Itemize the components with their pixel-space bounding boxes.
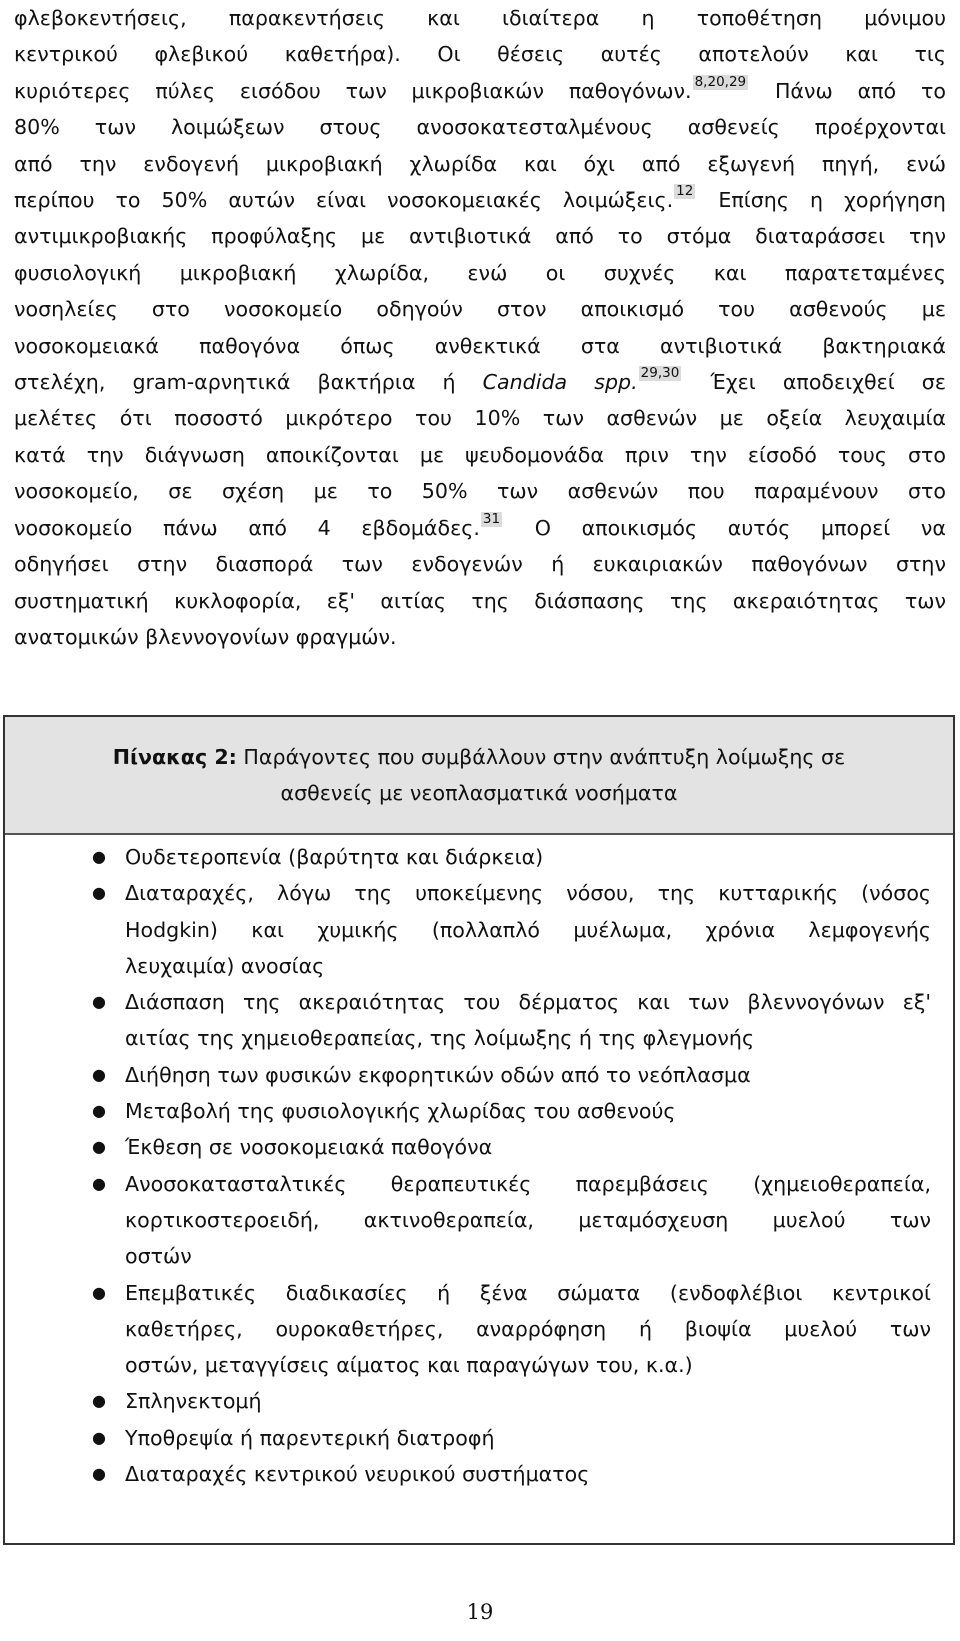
bullet-icon: ● (92, 1101, 106, 1121)
list-item (5, 1383, 953, 1419)
paragraph-line: φυσιολογική μικροβιακή χλωρίδα, ενώ οι συχνές και παρατεταμένες (14, 260, 946, 285)
table-caption-line: ασθενείς με νεοπλασματικά νοσήματα (280, 781, 678, 805)
list-item-text: Διαταραχές κεντρικού νευρικού συστήματος (125, 1462, 590, 1487)
paragraph-text: νοσοκομείο πάνω από 4 εβδομάδες. (14, 515, 480, 540)
list-item (5, 1129, 953, 1165)
paragraph-line: νοσοκομείο, σε σχέση με το 50% των ασθενών που παραμένουν στο (14, 479, 946, 504)
list-item (5, 875, 953, 984)
list-item (5, 839, 953, 875)
bullet-icon: ● (92, 847, 106, 866)
bullet-icon: ● (92, 883, 106, 903)
paragraph-text: στελέχη, gram-αρνητικά βακτήρια ή (14, 370, 483, 395)
page-number: 19 (466, 1600, 494, 1624)
bullet-icon: ● (92, 992, 106, 1012)
paragraph-line: από την ενδογενή μικροβιακή χλωρίδα και όχι από εξωγενή πηγή, ενώ (14, 151, 946, 176)
list-item-text: Διαταραχές, λόγω της υποκείμενης νόσου, της κυτταρικής (νόσος (125, 881, 931, 906)
table-2 (3, 715, 955, 1545)
paragraph-text: κυριότερες πύλες εισόδου των μικροβιακών παθογόνων. (14, 78, 692, 103)
table-caption-line (5, 739, 953, 775)
citation-ref: 12 (676, 183, 694, 200)
factor-list (5, 839, 953, 1492)
list-item-text: Ανοσοκατασταλτικές θεραπευτικές παρεμβάσεις (χημειοθεραπεία, (125, 1171, 931, 1196)
list-item-text: οστών (125, 1244, 192, 1269)
paragraph-text: Ο αποικισμός αυτός μπορεί να (504, 515, 947, 540)
paragraph-text: περίπου το 50% αυτών είναι νοσοκομειακές λοιμώξεις. (14, 188, 674, 213)
bullet-icon: ● (92, 1391, 106, 1411)
paragraph-line: αντιμικροβιακής προφύλαξης με αντιβιοτικά από το στόμα διαταράσσει την (14, 224, 946, 249)
paragraph-line: νοσοκομειακά παθογόνα όπως ανθεκτικά στα αντιβιοτικά βακτηριακά (14, 333, 946, 358)
table-caption-text: Παράγοντες που συμβάλλουν στην ανάπτυξη λοίμωξης σε (236, 745, 846, 769)
paragraph-line: νοσηλείες στο νοσοκομείο οδηγούν στον αποικισμό του ασθενούς με (14, 297, 946, 322)
list-item-text: Υποθρεψία ή παρεντερική διατροφή (125, 1425, 495, 1450)
bullet-icon: ● (92, 1427, 106, 1447)
paragraph-text: Έχει αποδειχθεί σε (683, 370, 946, 395)
paragraph-line: συστηματική κυκλοφορία, εξ' αιτίας της διάσπασης της ακεραιότητας των (14, 588, 946, 613)
citation-ref: 29,30 (640, 365, 680, 382)
list-item-text: Έκθεση σε νοσοκομειακά παθογόνα (125, 1135, 493, 1160)
bullet-icon: ● (92, 1173, 106, 1193)
citation-ref: 31 (482, 510, 501, 527)
list-item-text: Μεταβολή της φυσιολογικής χλωρίδας του ασθενούς (125, 1099, 676, 1124)
paragraph-line (14, 73, 946, 109)
citation-ref: 8,20,29 (694, 73, 747, 90)
paragraph-line: μελέτες ότι ποσοστό μικρότερο του 10% των ασθενών με οξεία λευχαιμία (14, 406, 946, 431)
list-item-text: Ουδετεροπενία (βαρύτητα και διάρκεια) (125, 845, 544, 869)
list-item-text: λευχαιμία) ανοσίας (125, 953, 325, 978)
paragraph-line: οδηγήσει στην διασπορά των ενδογενών ή ευκαιριακών παθογόνων στην (14, 552, 946, 577)
list-item-text: Επεμβατικές διαδικασίες ή ξένα σώματα (ενδοφλέβιοι κεντρικοί (125, 1280, 931, 1305)
paragraph-line (14, 182, 946, 218)
list-item (5, 1057, 953, 1093)
paragraph-line: κεντρικού φλεβικού καθετήρα). Οι θέσεις αυτές αποτελούν και τις (14, 42, 946, 67)
list-item (5, 984, 953, 1057)
list-item-text: Διήθηση των φυσικών εκφορητικών οδών από το νεόπλασμα (125, 1062, 751, 1087)
paragraph-line: ανατομικών βλεννογονίων φραγμών. (14, 624, 397, 649)
paragraph-line: 80% των λοιμώξεων στους ανοσοκατεσταλμένους ασθενείς προέρχονται (14, 115, 946, 140)
paragraph-line: κατά την διάγνωση αποικίζονται με ψευδομονάδα πριν την είσοδό τους στο (14, 442, 946, 467)
list-item-text: Hodgkin) και χυμικής (πολλαπλό μυέλωμα, χρόνια λεμφογενής (125, 917, 931, 942)
list-item-text: αιτίας της χημειοθεραπείας, της λοίμωξης ή της φλεγμονής (125, 1026, 755, 1051)
bullet-icon: ● (92, 1137, 106, 1157)
list-item-text: οστών, μεταγγίσεις αίματος και παραγώγων του, κ.α.) (125, 1353, 693, 1378)
paragraph-line: φλεβοκεντήσεις, παρακεντήσεις και ιδιαίτερα η τοποθέτηση μόνιμου (14, 6, 946, 30)
list-item (5, 1456, 953, 1492)
list-item-text: καθετήρες, ουροκαθετήρες, αναρρόφηση ή βιοψία μυελού των (125, 1316, 931, 1341)
paragraph-line (14, 510, 946, 546)
list-item (5, 1093, 953, 1129)
list-item-text: Διάσπαση της ακεραιότητας του δέρματος και των βλεννογόνων εξ' (125, 990, 931, 1015)
bullet-icon: ● (92, 1064, 106, 1084)
table-label: Πίνακας 2: (112, 745, 237, 769)
bullet-icon: ● (92, 1282, 106, 1302)
paragraph-line (14, 364, 946, 400)
list-item-text: κορτικοστεροειδή, ακτινοθεραπεία, μεταμόσχευση μυελού των (125, 1207, 931, 1232)
bullet-icon: ● (92, 1464, 106, 1484)
table-caption (5, 717, 953, 835)
list-item (5, 1166, 953, 1275)
species-name: Candida spp. (482, 370, 638, 395)
paragraph-text: Πάνω από το (750, 78, 946, 103)
body-paragraph (14, 0, 946, 655)
list-item (5, 1420, 953, 1456)
list-item-text: Σπληνεκτομή (125, 1389, 262, 1414)
list-item (5, 1275, 953, 1384)
paragraph-text: Επίσης η χορήγηση (697, 188, 946, 213)
